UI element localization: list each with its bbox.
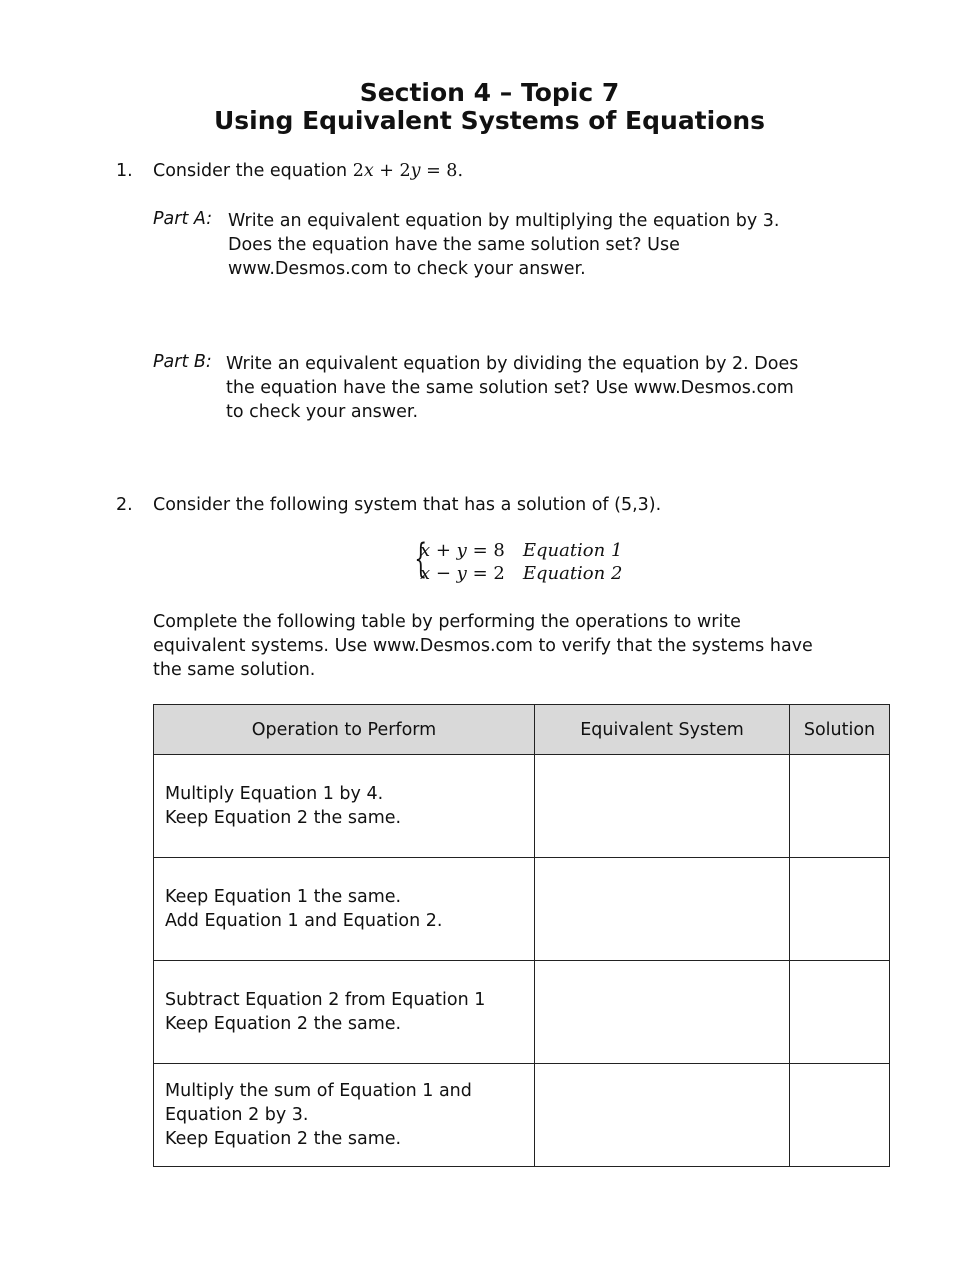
solution-cell[interactable]: [790, 1064, 890, 1167]
equivalent-system-cell[interactable]: [535, 961, 790, 1064]
part-b-line: the equation have the same solution set? Use www.Desmos.com: [226, 378, 794, 398]
brace-icon: {: [414, 536, 428, 582]
part-a-line: Write an equivalent equation by multiplying the equation by 3.: [228, 211, 780, 231]
equivalent-system-cell[interactable]: [535, 858, 790, 961]
q1-number: 1.: [116, 161, 133, 181]
part-b-text: [226, 352, 798, 424]
header-equivalent-system: Equivalent System: [535, 705, 790, 755]
header-operation: Operation to Perform: [154, 705, 535, 755]
system-eq-2: 𝑥 − 𝑦 = 2 Equation 2: [420, 563, 623, 584]
table-row: [154, 1064, 890, 1167]
table-row: [154, 858, 890, 961]
operation-cell: Keep Equation 1 the same. Add Equation 1 and Equation 2.: [154, 858, 535, 961]
system-eq-1: 𝑥 + 𝑦 = 8 Equation 1: [420, 540, 623, 561]
q2-instructions: [153, 610, 813, 682]
equivalent-system-cell[interactable]: [535, 755, 790, 858]
table-header-row: [154, 705, 890, 755]
operation-cell: Subtract Equation 2 from Equation 1 Keep Equation 2 the same.: [154, 961, 535, 1064]
operation-cell: Multiply the sum of Equation 1 and Equation 2 by 3. Keep Equation 2 the same.: [154, 1064, 535, 1167]
equivalent-system-cell[interactable]: [535, 1064, 790, 1167]
solution-cell[interactable]: [790, 858, 890, 961]
solution-cell[interactable]: [790, 755, 890, 858]
title-line-2: Using Equivalent Systems of Equations: [213, 106, 766, 135]
part-a-text: [228, 209, 779, 281]
solution-cell[interactable]: [790, 961, 890, 1064]
table-row: [154, 755, 890, 858]
part-b-line: Write an equivalent equation by dividing the equation by 2. Does: [226, 354, 799, 374]
instruction-line: equivalent systems. Use www.Desmos.com to verify that the systems have: [153, 636, 813, 656]
q1-prompt: [153, 161, 463, 181]
q2-text: Consider the following system that has a solution of (5,3).: [153, 495, 662, 515]
equivalent-systems-table: [153, 704, 890, 1167]
part-b-line: to check your answer.: [226, 402, 419, 422]
instruction-line: the same solution.: [153, 660, 316, 680]
title-line-1: Section 4 – Topic 7: [359, 78, 620, 107]
equation-system: [410, 536, 623, 585]
table-row: [154, 961, 890, 1064]
header-solution: Solution: [790, 705, 890, 755]
operation-cell: Multiply Equation 1 by 4. Keep Equation 2 the same.: [154, 755, 535, 858]
part-a-line: www.Desmos.com to check your answer.: [228, 259, 586, 279]
part-b-label: Part B:: [153, 352, 212, 372]
q1-equation: 2𝑥 + 2𝑦 = 8.: [352, 161, 464, 181]
part-a-line: Does the equation have the same solution set? Use: [228, 235, 680, 255]
part-a-label: Part A:: [153, 209, 213, 229]
q2-number: 2.: [116, 495, 133, 515]
q1-text: Consider the equation: [153, 161, 348, 181]
instruction-line: Complete the following table by performing the operations to write: [153, 612, 741, 632]
